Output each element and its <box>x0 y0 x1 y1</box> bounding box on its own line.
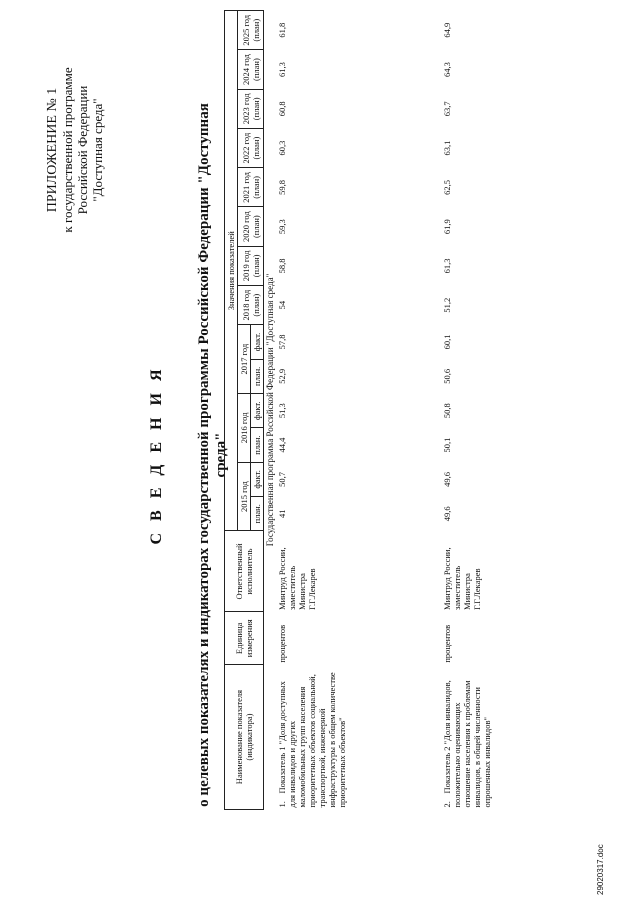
indicator-name: Показатель 2 "Доля инвалидов, положительно оценивающих отношение населения к проблемам инвалидов, в общей численности опрошенных инвалидов" <box>442 680 492 808</box>
year-2018-header: 2018 год (план) <box>238 286 264 325</box>
value-cell: 63,1 <box>442 140 452 156</box>
value-cell: 60,1 <box>442 334 452 350</box>
unit-cell: процентов <box>277 624 287 663</box>
value-cell: 64,3 <box>442 62 452 78</box>
value-cell: 49,6 <box>442 471 452 487</box>
col-executor-header: Ответственный исполнитель <box>225 531 264 612</box>
value-cell: 52,9 <box>277 368 287 384</box>
col-name-header: Наименование показателя (индикатора) <box>225 665 264 810</box>
value-cell: 63,7 <box>442 101 452 117</box>
value-cell: 59,3 <box>277 219 287 235</box>
section-row <box>264 11 277 810</box>
value-cell: 59,8 <box>277 179 287 195</box>
value-cell: 41 <box>277 509 287 519</box>
year-2025-header: 2025 год (план) <box>238 11 264 50</box>
document-title <box>148 95 230 815</box>
value-cell: 50,8 <box>442 403 452 419</box>
appendix-line: "Доступная среда" <box>90 98 105 202</box>
fact-header: факт. <box>251 462 264 496</box>
title-line-2: о целевых показателях и индикаторах государственной программы Российской Федерации "Доступная среда" <box>196 103 229 807</box>
plan-header: план. <box>251 359 264 393</box>
document-code: 29020317.doc <box>596 844 605 895</box>
value-cell: 61,3 <box>277 62 287 78</box>
section-title: Государственная программа Российской Федерации "Доступная среда" <box>265 273 275 547</box>
plan-header: план. <box>251 428 264 462</box>
value-cell: 64,9 <box>442 22 452 38</box>
appendix-line: к государственной программе <box>60 67 75 233</box>
indicator-name-cell <box>441 665 493 810</box>
values-group-header: Значения показателей <box>225 11 238 531</box>
year-2024-header: 2024 год (план) <box>238 50 264 89</box>
appendix-block <box>45 25 105 275</box>
appendix-heading: ПРИЛОЖЕНИЕ № 1 <box>45 87 60 213</box>
table-row <box>441 11 493 810</box>
row-number: 1. <box>277 801 287 808</box>
title-line-1: С В Е Д Е Н И Я <box>148 365 165 545</box>
year-2022-header: 2022 год (план) <box>238 128 264 167</box>
year-2019-header: 2019 год (план) <box>238 246 264 285</box>
value-cell: 61,8 <box>277 22 287 38</box>
col-unit-header: Единица измерения <box>225 612 264 665</box>
value-cell: 61,9 <box>442 219 452 235</box>
indicator-name-cell <box>276 665 441 810</box>
fact-header: факт. <box>251 394 264 428</box>
value-cell: 51,3 <box>277 403 287 419</box>
fact-header: факт. <box>251 325 264 359</box>
indicators-table <box>224 10 493 810</box>
executor-cell: Минтруд России, заместитель Министра Г.Г.Лекарев <box>277 547 317 610</box>
value-cell: 58,8 <box>277 258 287 274</box>
value-cell: 49,6 <box>442 506 452 522</box>
value-cell: 57,8 <box>277 334 287 350</box>
value-cell: 54 <box>277 300 287 310</box>
year-2023-header: 2023 год (план) <box>238 89 264 128</box>
value-cell: 61,3 <box>442 258 452 274</box>
value-cell: 50,6 <box>442 368 452 384</box>
year-2016-header: 2016 год <box>238 394 251 463</box>
value-cell: 62,5 <box>442 179 452 195</box>
year-2020-header: 2020 год (план) <box>238 207 264 246</box>
year-2021-header: 2021 год (план) <box>238 168 264 207</box>
indicator-name: Показатель 1 "Доля доступных для инвалидов и других маломобильных групп населения приоритетных объектов социальной, транспортной, инженерной инфраструктуры в общем количестве приоритетных объектов" <box>277 672 347 808</box>
value-cell: 50,7 <box>277 471 287 487</box>
appendix-line: Российской Федерации <box>75 85 90 215</box>
value-cell: 51,2 <box>442 297 452 313</box>
value-cell: 44,4 <box>277 437 287 453</box>
row-number: 2. <box>442 801 452 808</box>
table-row <box>276 11 441 810</box>
unit-cell: процентов <box>442 624 452 663</box>
table-header <box>225 11 264 810</box>
year-2017-header: 2017 год <box>238 325 251 394</box>
year-2015-header: 2015 год <box>238 462 251 531</box>
value-cell: 50,1 <box>442 437 452 453</box>
value-cell: 60,3 <box>277 140 287 156</box>
plan-header: план. <box>251 497 264 531</box>
value-cell: 60,8 <box>277 101 287 117</box>
executor-cell: Минтруд России, заместитель Министра Г.Г.Лекарев <box>442 547 482 610</box>
